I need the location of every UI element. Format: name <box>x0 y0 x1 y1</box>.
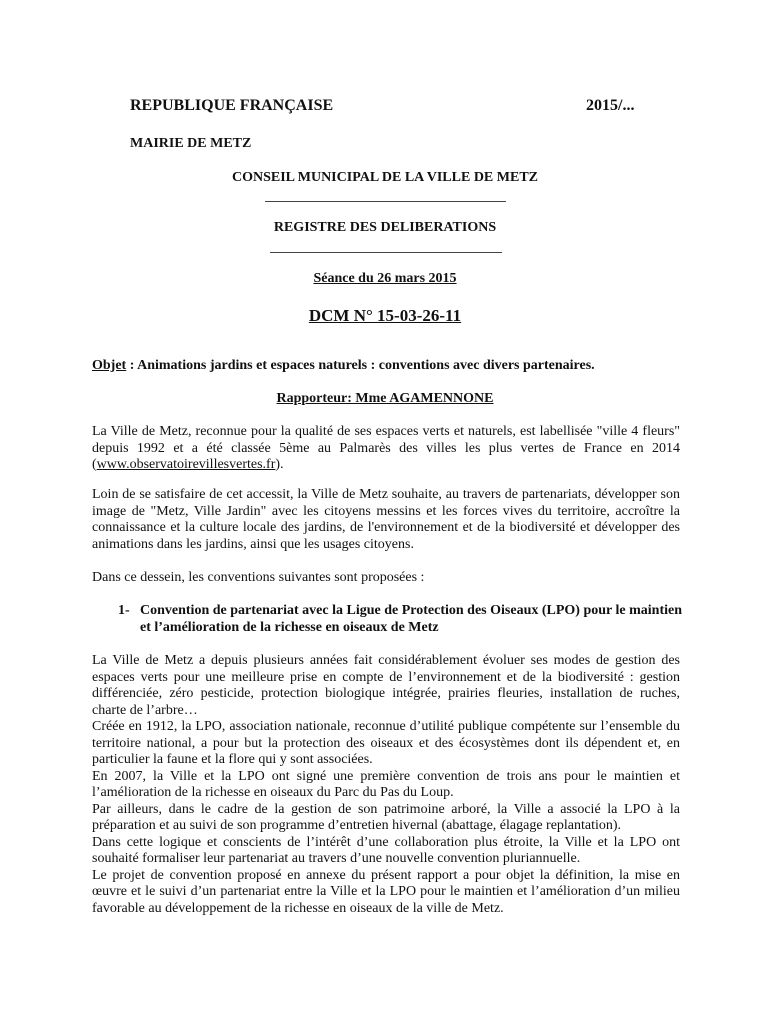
conseil-heading: CONSEIL MUNICIPAL DE LA VILLE DE METZ <box>232 170 538 185</box>
divider-2 <box>270 252 502 253</box>
objet-label: Objet <box>92 358 127 373</box>
section-1-paragraph: Dans cette logique et conscients de l’intérêt d’une collaboration plus étroite, la Ville et la LPO ont souhaité formaliser leur partenariat au travers d’une nouvelle convention pluriannuelle. <box>92 834 680 866</box>
section-1-paragraph: Créée en 1912, la LPO, association nationale, reconnue d’utilité publique compétente sur l’ensemble du territoire national, a pour but la protection des oiseaux et des écosystèmes dont ils dépendent et, en particulier la faune et la flore qui y sont associées. <box>92 719 680 767</box>
intro-paragraph-2 <box>92 487 680 553</box>
objet-text: : Animations jardins et espaces naturels : conventions avec divers partenaires. <box>126 358 595 373</box>
intro-p3-text: Dans ce dessein, les conventions suivantes sont proposées : <box>92 570 425 585</box>
observatoire-link[interactable]: www.observatoirevillesvertes.fr <box>96 457 276 472</box>
reference-number: 2015/... <box>586 97 635 114</box>
republic-heading: REPUBLIQUE FRANÇAISE <box>130 97 334 114</box>
rapporteur: Rapporteur: Mme AGAMENNONE <box>276 391 494 406</box>
section-1-paragraph: Le projet de convention proposé en annexe du présent rapport a pour objet la définition, la mise en œuvre et le suivi d’un partenariat entre la Ville et la LPO pour le maintien et l’amélioration d’un milieu favorable au développement de la richesse en oiseaux de la ville de Metz. <box>92 867 680 916</box>
intro-p1-text-b: ). <box>275 457 284 472</box>
intro-p2-text: Loin de se satisfaire de cet accessit, la Ville de Metz souhaite, au travers de partenariats, développer son image de "Metz, Ville Jardin" avec les citoyens messins et les forces vives du territoire, accroître la connaissance et la culture locale des jardins, de l'environnement et de la biodiversité et développer des animations dans les jardins, ainsi que les usages citoyens. <box>92 487 680 552</box>
divider-1 <box>265 201 506 202</box>
section-1-number: 1- <box>118 603 130 618</box>
section-1-paragraph: Par ailleurs, dans le cadre de la gestion de son patrimoine arboré, la Ville a associé la LPO à la préparation et au suivi de son programme d’entretien hivernal (abattage, élagage replantation). <box>92 801 680 833</box>
section-1-body <box>92 653 680 917</box>
dcm-number: DCM N° 15-03-26-11 <box>308 306 462 325</box>
objet-line <box>92 358 595 375</box>
section-1-paragraph: La Ville de Metz a depuis plusieurs années fait considérablement évoluer ses modes de gestion des espaces verts pour une meilleure prise en compte de l’environnement et de la biodiversité : gestion différenciée, zéro pesticide, protection biologique intégrée, prairies fleuries, installation de ruches, charte de l’arbre… <box>92 653 680 718</box>
intro-p1-text-a: La Ville de Metz, reconnue pour la qualité de ses espaces verts et naturels, est labellisée "ville 4 fleurs" depuis 1992 et a été classée 5ème au Palmarès des villes les plus vertes de France en 2014 ( <box>92 424 680 472</box>
section-1-title: Convention de partenariat avec la Ligue de Protection des Oiseaux (LPO) pour le maintien et l’amélioration de la richesse en oiseaux de Metz <box>140 603 682 635</box>
section-1-paragraph: En 2007, la Ville et la LPO ont signé une première convention de trois ans pour le maintien et l’amélioration de la richesse en oiseaux du Parc du Pas du Loup. <box>92 768 680 800</box>
registre-heading: REGISTRE DES DELIBERATIONS <box>273 220 497 235</box>
intro-paragraph-1 <box>92 424 680 474</box>
section-1-heading <box>118 603 682 636</box>
mairie-heading: MAIRIE DE METZ <box>130 136 252 151</box>
intro-paragraph-3 <box>92 570 680 587</box>
seance-date: Séance du 26 mars 2015 <box>313 271 457 286</box>
